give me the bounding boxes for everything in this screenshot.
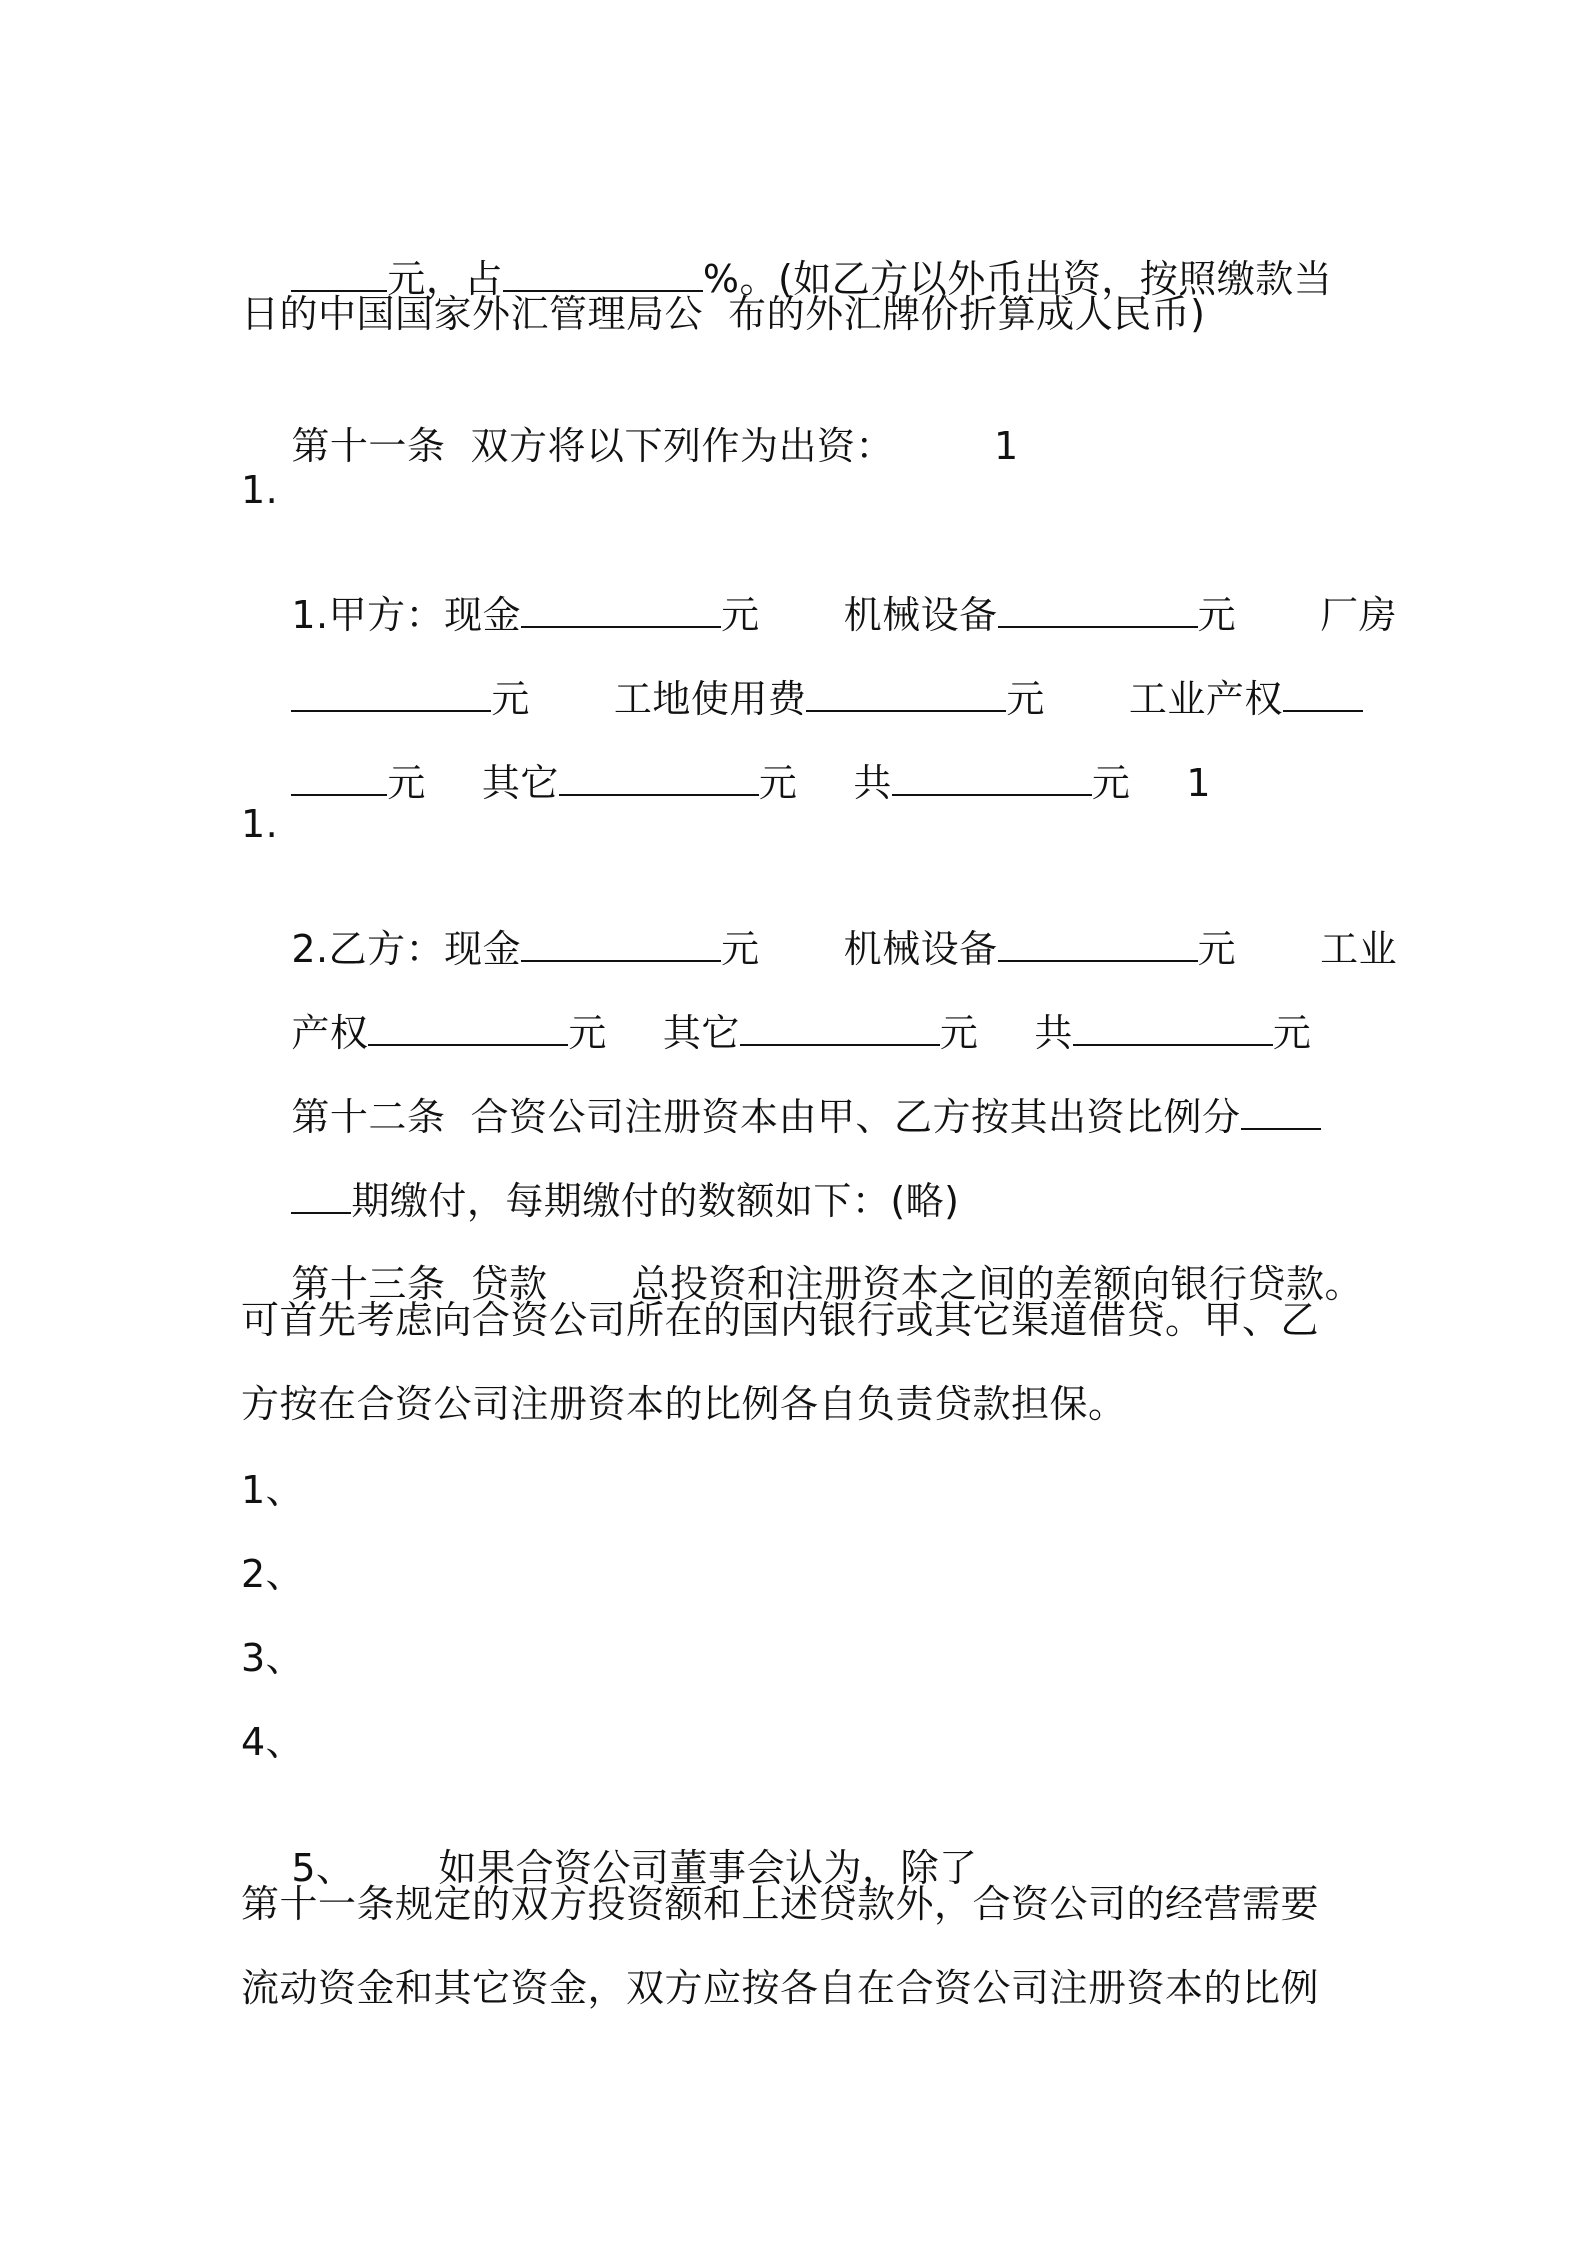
blank-field [291, 1176, 351, 1214]
line-18: 3、 [241, 1636, 305, 1680]
line-22: 流动资金和其它资金，双方应按各自在合资公司注册资本的比例 [241, 1966, 1320, 2010]
line-14: 可首先考虑向合资公司所在的国内银行或其它渠道借贷。甲、乙 [241, 1298, 1320, 1342]
blank-field [291, 674, 491, 712]
line-16: 1、 [241, 1468, 305, 1512]
line-10: 产权 元 其它 元 共 元 [241, 960, 1361, 1105]
blank-field [559, 758, 759, 796]
article-13-heading: 第十三条 贷款 [291, 1262, 548, 1306]
line-12: 期缴付，每期缴付的数额如下：(略) [241, 1128, 1361, 1273]
text: 元，占 [387, 257, 503, 301]
line-17: 2、 [241, 1552, 305, 1596]
footnote-mark: 1 [1186, 761, 1212, 805]
line-2: 日的中国国家外汇管理局公 布的外汇牌价折算成人民币) [241, 292, 1206, 336]
line-9: 2.乙方：现金 元 机械设备 元 工业 [241, 876, 1361, 1021]
blank-field [521, 924, 721, 962]
line-15: 方按在合资公司注册资本的比例各自负责贷款担保。 [241, 1382, 1127, 1426]
blank-field [1073, 1008, 1273, 1046]
line-13: 第十三条 贷款 总投资和注册资本之间的差额向银行贷款。 [291, 1262, 1364, 1306]
blank-field [892, 758, 1092, 796]
line-6: 元 工地使用费 元 工业产权 [241, 626, 1361, 771]
blank-field [998, 924, 1198, 962]
blank-field [503, 254, 703, 292]
blank-field [1283, 674, 1363, 712]
blank-field [998, 590, 1198, 628]
blank-field [368, 1008, 568, 1046]
line-8: 1. [241, 802, 279, 846]
article-12-heading: 第十二条 合资公司注册资本由甲、乙方按其出资比例分 [291, 1095, 1241, 1139]
article-11-heading: 第十一条 双方将以下列作为出资： [291, 424, 894, 468]
line-19: 4、 [241, 1720, 305, 1764]
line-5: 1.甲方：现金 元 机械设备 元 厂房 [241, 542, 1361, 687]
line-20: 5、 如果合资公司董事会认为，除了 [291, 1846, 978, 1890]
blank-field [806, 674, 1006, 712]
line-4: 1. [241, 468, 279, 512]
line-7: 元 其它 元 共 元 1 [241, 710, 1361, 855]
blank-field [740, 1008, 940, 1046]
text: %。(如乙方以外币出资，按照缴款当 [702, 257, 1333, 301]
footnote-mark: 1 [994, 424, 1019, 468]
blank-field [1241, 1092, 1321, 1130]
line-21: 第十一条规定的双方投资额和上述贷款外，合资公司的经营需要 [241, 1882, 1320, 1926]
blank-field [521, 590, 721, 628]
blank-field [291, 758, 387, 796]
blank-field [291, 254, 387, 292]
